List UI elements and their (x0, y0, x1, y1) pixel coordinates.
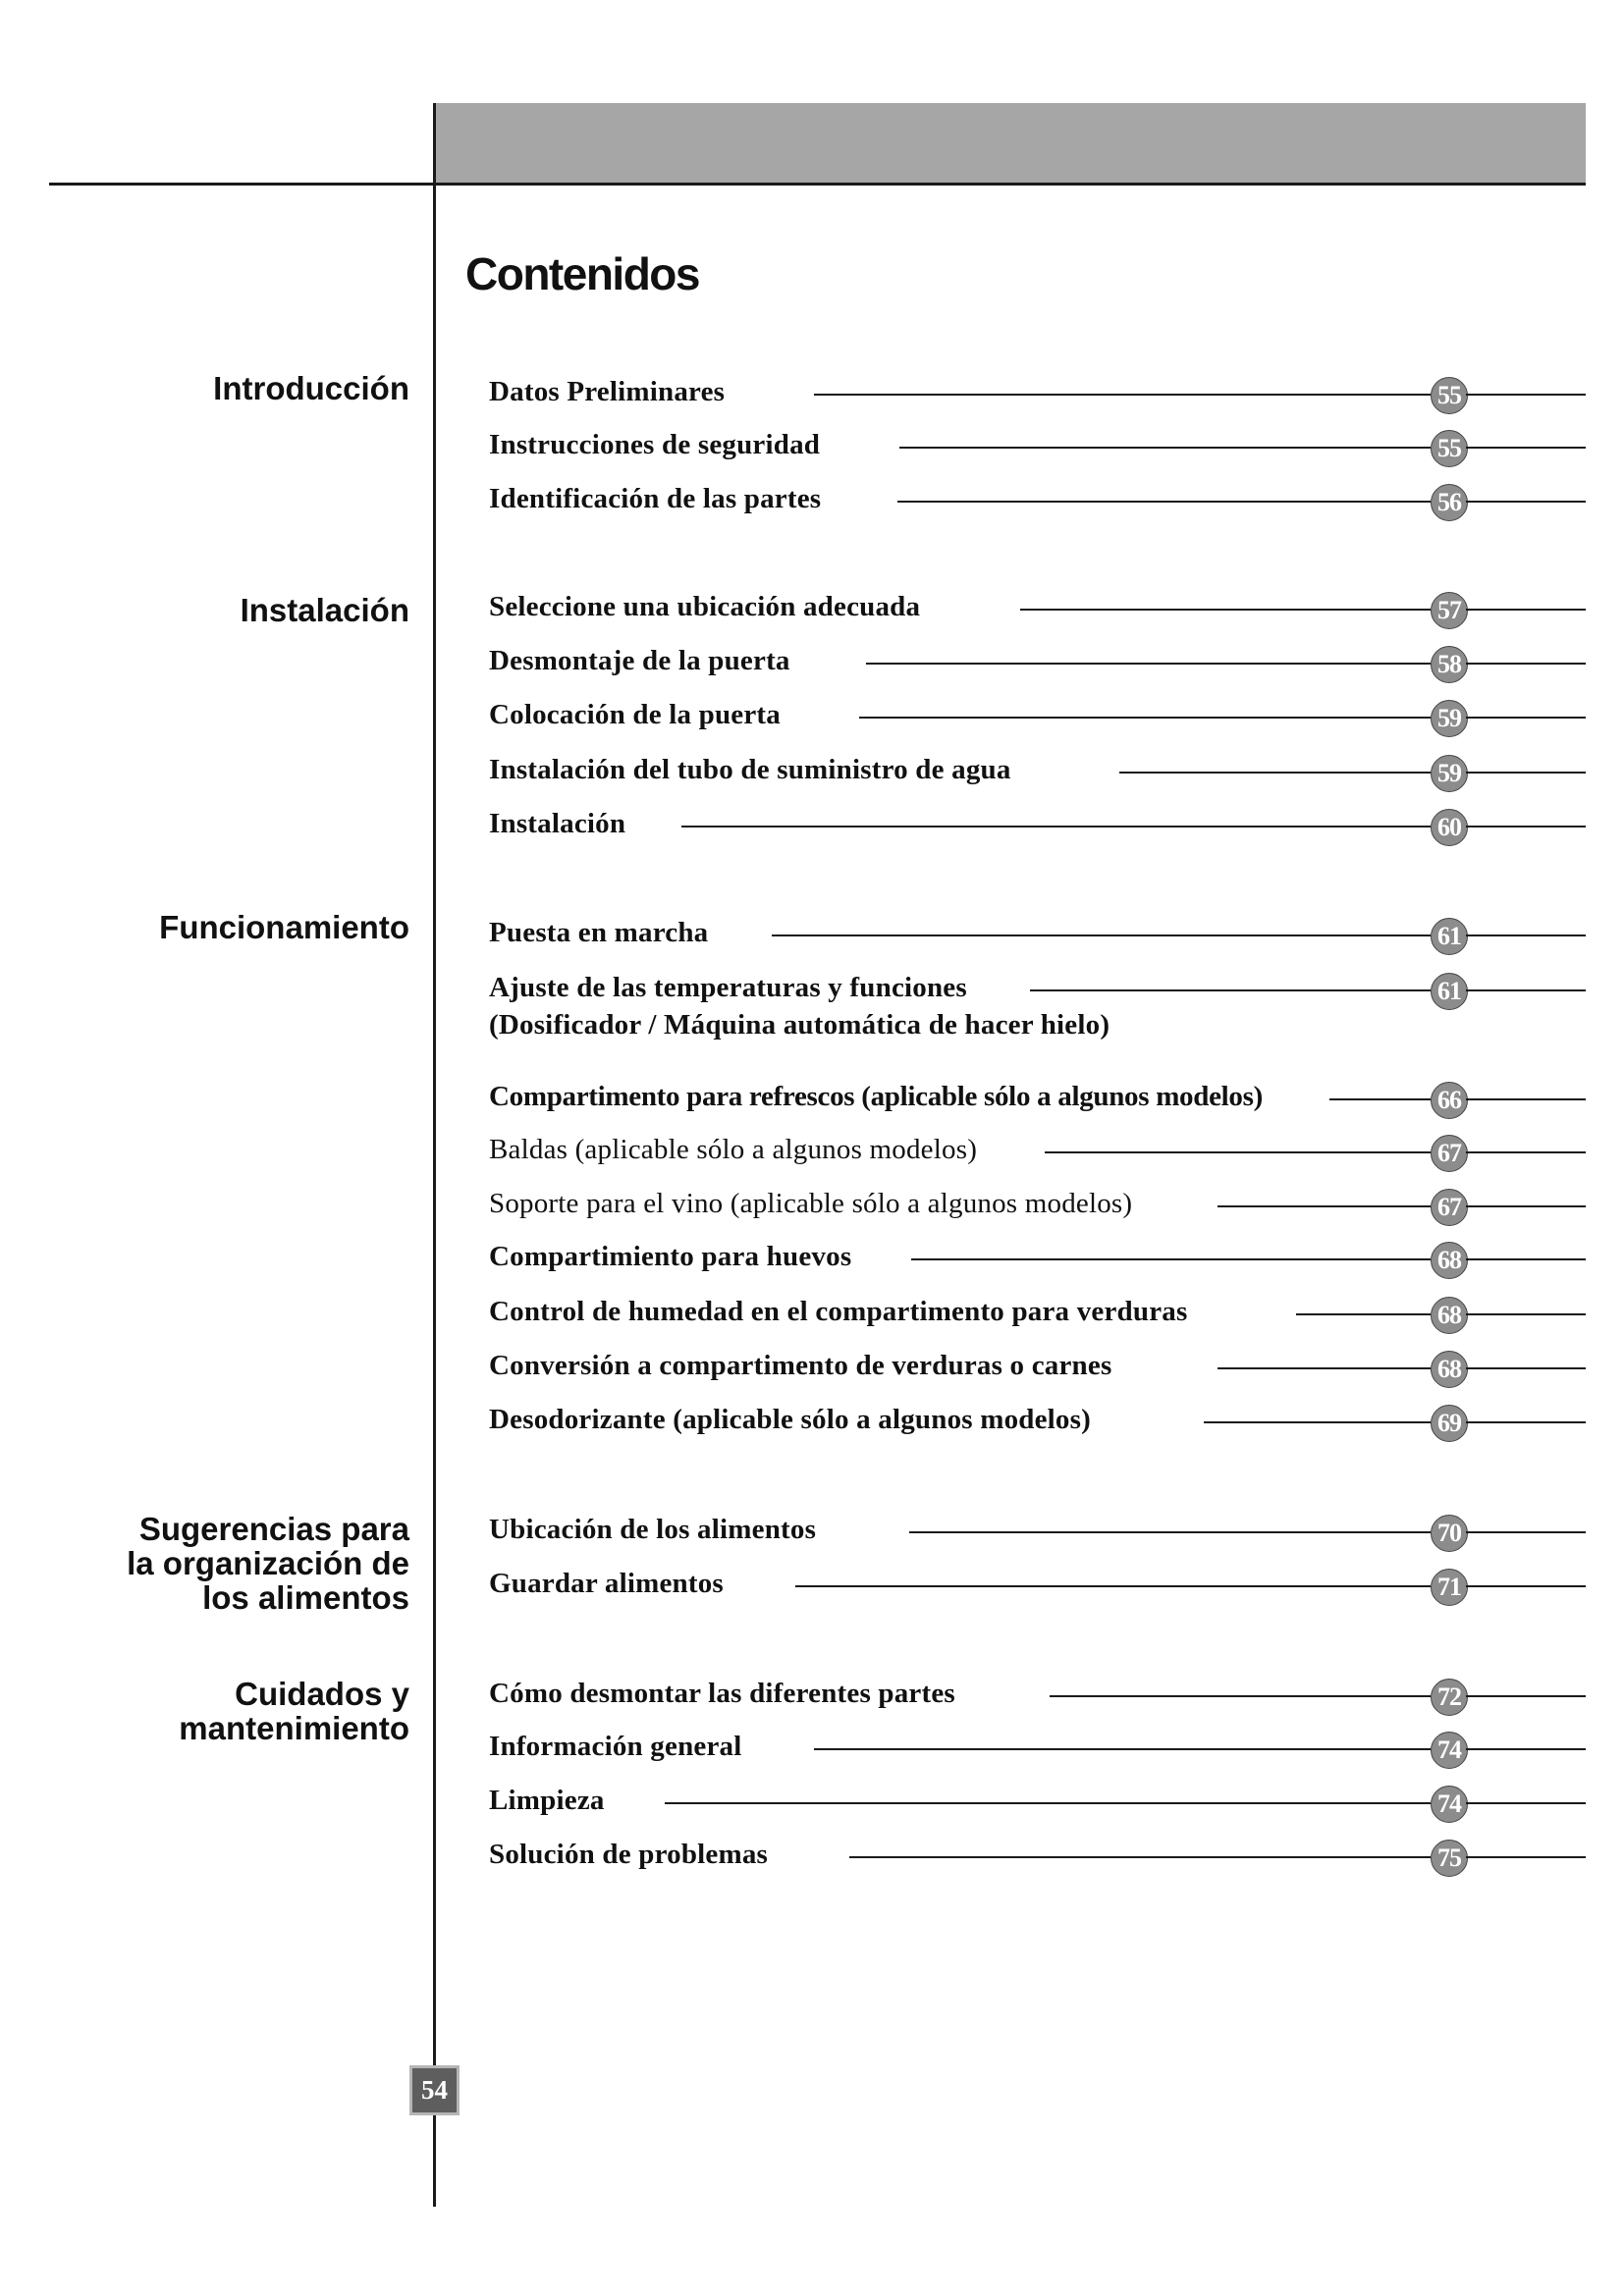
leader-line (665, 1802, 1431, 1804)
page-badge: 61 (1431, 973, 1468, 1010)
toc-entry[interactable] (489, 1512, 1586, 1555)
toc-entry[interactable] (489, 1402, 1586, 1445)
vertical-rule (433, 103, 436, 2207)
toc-entry[interactable] (489, 1676, 1586, 1719)
toc-entry[interactable] (489, 1729, 1586, 1772)
toc-entry-title: Ubicación de los alimentos (489, 1514, 817, 1545)
page-badge: 67 (1431, 1135, 1468, 1172)
leader-line-right (1466, 989, 1586, 991)
leader-line (795, 1585, 1431, 1587)
leader-line-right (1466, 1421, 1586, 1423)
page-badge: 55 (1431, 430, 1468, 467)
toc-entry[interactable] (489, 643, 1586, 686)
page-badge: 60 (1431, 809, 1468, 846)
toc-entry[interactable] (489, 752, 1586, 795)
leader-line (1045, 1151, 1431, 1153)
leader-line-right (1466, 1585, 1586, 1587)
leader-line (897, 501, 1431, 503)
leader-line-right (1466, 1205, 1586, 1207)
leader-line (772, 934, 1431, 936)
toc-entry[interactable] (489, 1348, 1586, 1391)
leader-line-right (1466, 447, 1586, 449)
toc-entry-title: Ajuste de las temperaturas y funciones (489, 972, 967, 1003)
toc-entry-title: Identificación de las partes (489, 483, 822, 514)
section-label-introduccion: Introducción (213, 370, 409, 406)
page-badge: 67 (1431, 1189, 1468, 1226)
page-badge: 59 (1431, 700, 1468, 737)
leader-line-right (1466, 717, 1586, 719)
leader-line-right (1466, 772, 1586, 774)
toc-entry-title: Colocación de la puerta (489, 699, 781, 730)
page-badge: 72 (1431, 1679, 1468, 1716)
leader-line (814, 394, 1431, 396)
leader-line-right (1466, 1802, 1586, 1804)
section-label-sugerencias: Sugerencias para la organización de los alimentos (127, 1511, 409, 1616)
toc-entry[interactable] (489, 374, 1586, 417)
leader-line-right (1466, 1367, 1586, 1369)
leader-line-right (1466, 394, 1586, 396)
leader-line-right (1466, 1748, 1586, 1750)
toc-entry-title: Solución de problemas (489, 1839, 769, 1870)
toc-entry-title: Instrucciones de seguridad (489, 429, 821, 460)
leader-line-right (1466, 1258, 1586, 1260)
leader-line-right (1466, 1151, 1586, 1153)
toc-entry-title: Compartimiento para huevos (489, 1241, 852, 1272)
header-band (435, 103, 1586, 185)
toc-entry-title: Control de humedad en el compartimento para verduras (489, 1296, 1188, 1327)
page-badge: 57 (1431, 592, 1468, 629)
leader-line (866, 663, 1431, 665)
leader-line (859, 717, 1431, 719)
leader-line-right (1466, 1695, 1586, 1697)
page-badge: 61 (1431, 918, 1468, 955)
page-badge: 74 (1431, 1786, 1468, 1823)
toc-entry[interactable] (489, 806, 1586, 849)
toc-entry[interactable] (489, 1837, 1586, 1880)
toc-entry[interactable] (489, 697, 1586, 740)
toc-entry[interactable] (489, 1239, 1586, 1282)
toc-entry-title: Desodorizante (aplicable sólo a algunos modelos) (489, 1404, 1091, 1435)
leader-line (1050, 1695, 1431, 1697)
toc-entry[interactable] (489, 481, 1586, 524)
toc-entry-title: Información general (489, 1731, 742, 1762)
leader-line-right (1466, 663, 1586, 665)
leader-line (1020, 609, 1431, 611)
page-badge: 74 (1431, 1732, 1468, 1769)
leader-line (1204, 1421, 1431, 1423)
leader-line (911, 1258, 1431, 1260)
header-rule (49, 183, 1586, 186)
page-number-badge: 54 (409, 2065, 460, 2115)
page-badge: 55 (1431, 377, 1468, 414)
toc-entry-title: Guardar alimentos (489, 1568, 724, 1599)
section-label-cuidados: Cuidados y mantenimiento (179, 1676, 409, 1746)
toc-entry-title: Instalación del tubo de suministro de agua (489, 754, 1011, 785)
page-badge: 66 (1431, 1082, 1468, 1119)
section-label-instalacion: Instalación (240, 592, 409, 628)
toc-entry-title: Compartimento para refrescos (aplicable sólo a algunos modelos) (489, 1081, 1263, 1112)
leader-line (899, 447, 1431, 449)
toc-entry-title: Limpieza (489, 1785, 605, 1816)
page-badge: 75 (1431, 1840, 1468, 1877)
leader-line (1329, 1098, 1431, 1100)
page-badge: 68 (1431, 1242, 1468, 1279)
leader-line-right (1466, 1313, 1586, 1315)
leader-line-right (1466, 1098, 1586, 1100)
page-badge: 71 (1431, 1569, 1468, 1606)
toc-entry-title: Desmontaje de la puerta (489, 645, 790, 676)
leader-line (1218, 1205, 1431, 1207)
toc-entry-title: Conversión a compartimento de verduras o carnes (489, 1350, 1112, 1381)
page-badge: 70 (1431, 1515, 1468, 1552)
toc-entry-title: Puesta en marcha (489, 917, 709, 948)
toc-entry-title: Baldas (aplicable sólo a algunos modelos) (489, 1134, 978, 1165)
toc-entry[interactable] (489, 589, 1586, 632)
toc-entry[interactable] (489, 1079, 1586, 1122)
leader-line-right (1466, 934, 1586, 936)
toc-entry[interactable] (489, 1132, 1586, 1175)
leader-line (1296, 1313, 1431, 1315)
page-title: Contenidos (465, 248, 699, 299)
toc-entry-title: Datos Preliminares (489, 376, 726, 407)
leader-line (814, 1748, 1431, 1750)
toc-entry-title: Cómo desmontar las diferentes partes (489, 1678, 955, 1709)
page-badge: 59 (1431, 755, 1468, 792)
leader-line-right (1466, 1856, 1586, 1858)
toc-entry[interactable] (489, 427, 1586, 470)
page-badge: 69 (1431, 1405, 1468, 1442)
leader-line-right (1466, 1531, 1586, 1533)
leader-line-right (1466, 501, 1586, 503)
page-badge: 68 (1431, 1351, 1468, 1388)
toc-entry-subtitle: (Dosificador / Máquina automática de hacer hielo) (489, 1009, 1110, 1041)
leader-line-right (1466, 609, 1586, 611)
toc-entry[interactable] (489, 1566, 1586, 1609)
toc-entry[interactable] (489, 915, 1586, 958)
section-label-funcionamiento: Funcionamiento (159, 909, 409, 945)
toc-entry-title: Seleccione una ubicación adecuada (489, 591, 921, 622)
leader-line (849, 1856, 1431, 1858)
toc-entry-title: Soporte para el vino (aplicable sólo a algunos modelos) (489, 1188, 1133, 1219)
toc-entry-title: Instalación (489, 808, 626, 839)
toc-entry[interactable] (489, 1294, 1586, 1337)
leader-line (681, 826, 1431, 828)
leader-line (1030, 989, 1431, 991)
toc-entry[interactable] (489, 1186, 1586, 1229)
leader-line (1119, 772, 1431, 774)
page-badge: 56 (1431, 484, 1468, 521)
toc-entry[interactable] (489, 970, 1586, 1052)
leader-line (909, 1531, 1431, 1533)
toc-entry[interactable] (489, 1783, 1586, 1826)
page-badge: 58 (1431, 646, 1468, 683)
leader-line (1218, 1367, 1431, 1369)
leader-line-right (1466, 826, 1586, 828)
page-badge: 68 (1431, 1297, 1468, 1334)
